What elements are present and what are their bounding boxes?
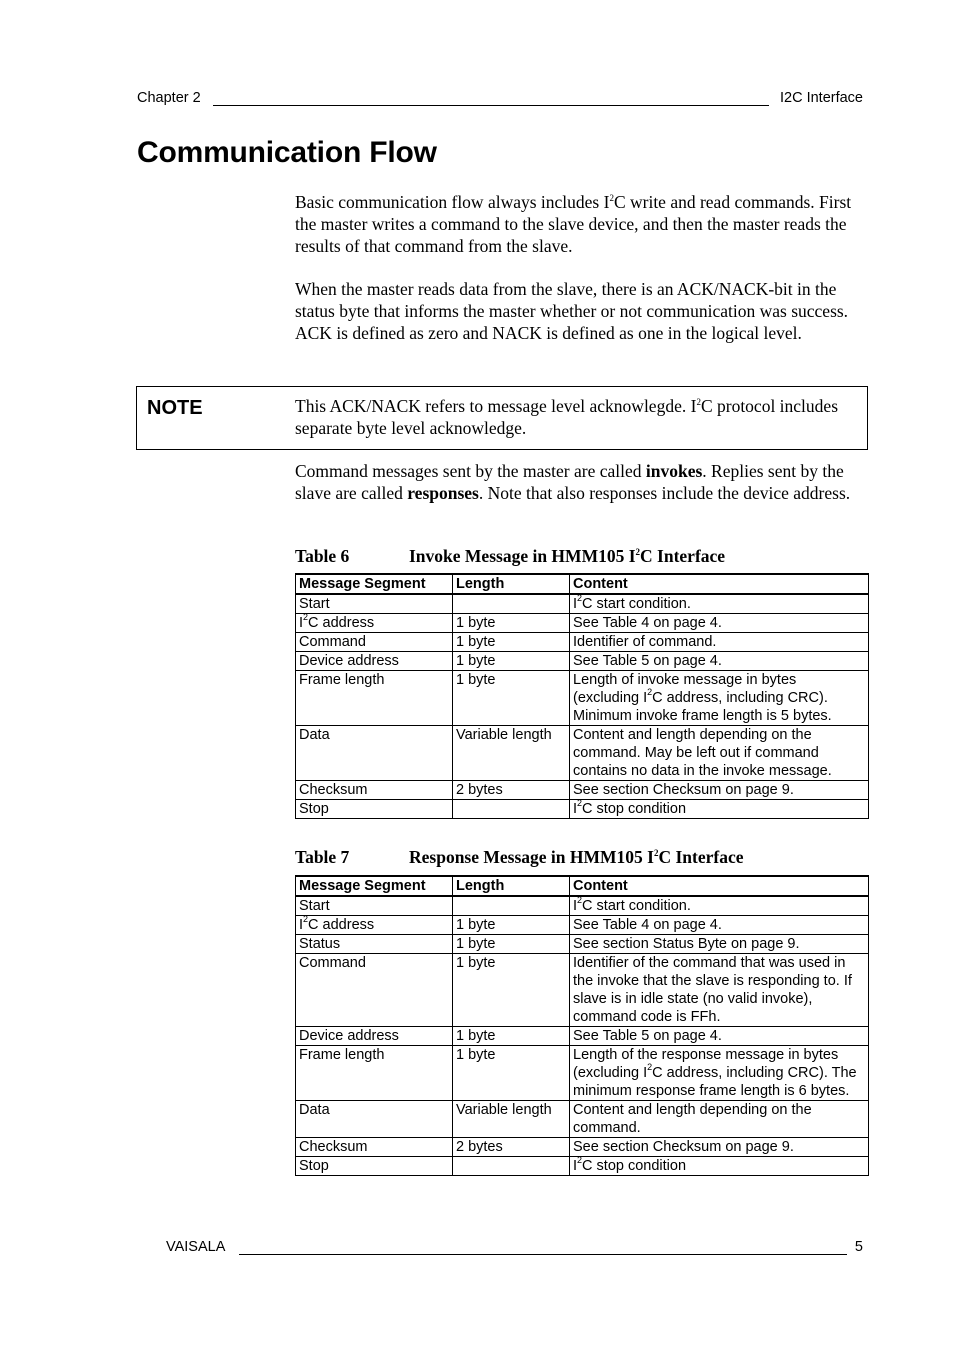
header-chapter: Chapter 2 bbox=[137, 90, 205, 106]
table-cell: Frame length bbox=[296, 1046, 453, 1101]
footer-rule bbox=[239, 1254, 847, 1255]
table-row bbox=[296, 935, 869, 954]
table-header-row bbox=[296, 876, 869, 896]
table7-caption: Table 7 Response Message in HMM105 $I^2C$ Interface bbox=[295, 847, 744, 867]
table-cell: See Table 5 on page 4. bbox=[570, 652, 869, 671]
table-cell: $I^2C$ stop condition bbox=[570, 800, 869, 819]
table-row bbox=[296, 781, 869, 800]
column-header: Message Segment bbox=[296, 876, 453, 896]
table-cell: See Table 5 on page 4. bbox=[570, 1027, 869, 1046]
table-cell: 1 byte bbox=[453, 916, 570, 935]
table-cell: $I^2C$ start condition. bbox=[570, 896, 869, 916]
table-row bbox=[296, 916, 869, 935]
table-row bbox=[296, 594, 869, 614]
header-rule bbox=[213, 105, 769, 106]
table-cell: Stop bbox=[296, 800, 453, 819]
table-cell: Frame length bbox=[296, 671, 453, 726]
column-header: Content bbox=[570, 574, 869, 594]
table-cell: Identifier of the command that was used in the invoke that the slave is responding to. If slave is in idle state (no valid invoke), command code is FFh. bbox=[570, 954, 869, 1027]
table6-caption: Table 6 Invoke Message in HMM105 $I^2C$ Interface bbox=[295, 546, 726, 566]
column-header: Length bbox=[453, 574, 570, 594]
table-cell bbox=[453, 896, 570, 916]
table-cell: $I^2C$ address bbox=[296, 916, 453, 935]
table-cell: 1 byte bbox=[453, 935, 570, 954]
table-cell: Start bbox=[296, 896, 453, 916]
table-cell: 1 byte bbox=[453, 954, 570, 1027]
table-cell: Start bbox=[296, 594, 453, 614]
table-cell: Device address bbox=[296, 652, 453, 671]
table-cell: $I^2C$ stop condition bbox=[570, 1157, 869, 1176]
column-header: Content bbox=[570, 876, 869, 896]
table-row bbox=[296, 954, 869, 1027]
table-cell: 1 byte bbox=[453, 652, 570, 671]
table-cell: See section Status Byte on page 9. bbox=[570, 935, 869, 954]
footer-page-number: 5 bbox=[854, 1239, 863, 1255]
footer-company: VAISALA bbox=[166, 1239, 226, 1255]
ack-paragraph: When the master reads data from the slave, there is an ACK/NACK-bit in the status byte that informs the master whether or not communication was success. ACK is defined as zero and NACK is defined as one in the logical level. bbox=[295, 279, 849, 343]
page-header bbox=[137, 90, 863, 110]
table-cell: See section Checksum on page 9. bbox=[570, 781, 869, 800]
table-row bbox=[296, 633, 869, 652]
note-text: This ACK/NACK refers to message level acknowlegde. $I^2C$ protocol includes separate byte level acknowledge. bbox=[295, 396, 838, 438]
table-cell: 1 byte bbox=[453, 1027, 570, 1046]
table-cell: Checksum bbox=[296, 1138, 453, 1157]
table-row bbox=[296, 652, 869, 671]
table-cell: Data bbox=[296, 726, 453, 781]
table-row bbox=[296, 800, 869, 819]
table-cell: Command bbox=[296, 633, 453, 652]
table-cell: See Table 4 on page 4. bbox=[570, 916, 869, 935]
table-cell: Content and length depending on the command. May be left out if command contains no data in the invoke message. bbox=[570, 726, 869, 781]
table-header-row bbox=[296, 574, 869, 594]
table-cell: Variable length bbox=[453, 1101, 570, 1138]
table-cell: $I^2C$ address bbox=[296, 614, 453, 633]
intro-paragraph: Basic communication flow always includes $I^2C$ write and read commands. First the master writes a command to the slave device, and then the master reads the results of that command from the slave. bbox=[295, 192, 852, 256]
table-cell: 1 byte bbox=[453, 633, 570, 652]
table-cell: Variable length bbox=[453, 726, 570, 781]
table-cell: 1 byte bbox=[453, 1046, 570, 1101]
invoke-message-table bbox=[295, 573, 869, 819]
table-cell: Length of invoke message in bytes (excluding $I^2C$ address, including CRC). Minimum invoke frame length is 5 bytes. bbox=[570, 671, 869, 726]
table-cell: Data bbox=[296, 1101, 453, 1138]
table-row bbox=[296, 896, 869, 916]
column-header: Message Segment bbox=[296, 574, 453, 594]
table-cell: Command bbox=[296, 954, 453, 1027]
response-message-table bbox=[295, 875, 869, 1176]
table-cell: 2 bytes bbox=[453, 1138, 570, 1157]
table-cell: See Table 4 on page 4. bbox=[570, 614, 869, 633]
table-row bbox=[296, 1138, 869, 1157]
table-cell: 1 byte bbox=[453, 671, 570, 726]
table-cell bbox=[453, 800, 570, 819]
table-cell: Length of the response message in bytes (excluding $I^2C$ address, including CRC). The minimum response frame length is 6 bytes. bbox=[570, 1046, 869, 1101]
table-cell bbox=[453, 594, 570, 614]
table-row bbox=[296, 1046, 869, 1101]
table-cell: Checksum bbox=[296, 781, 453, 800]
column-header: Length bbox=[453, 876, 570, 896]
table-cell: Status bbox=[296, 935, 453, 954]
table-row bbox=[296, 1101, 869, 1138]
table-row bbox=[296, 726, 869, 781]
note-label: NOTE bbox=[147, 397, 203, 419]
table-cell: Device address bbox=[296, 1027, 453, 1046]
table-cell: Identifier of command. bbox=[570, 633, 869, 652]
note-box bbox=[136, 386, 868, 450]
page-title: Communication Flow bbox=[137, 136, 437, 169]
table-cell: 1 byte bbox=[453, 614, 570, 633]
table-cell bbox=[453, 1157, 570, 1176]
table-row bbox=[296, 671, 869, 726]
invokes-paragraph: Command messages sent by the master are called invokes. Replies sent by the slave are called responses. Note that also responses include the device address. bbox=[295, 461, 851, 503]
table-cell: See section Checksum on page 9. bbox=[570, 1138, 869, 1157]
header-section: I2C Interface bbox=[777, 90, 863, 106]
table-cell: Content and length depending on the command. bbox=[570, 1101, 869, 1138]
table-row bbox=[296, 1027, 869, 1046]
table-cell: $I^2C$ start condition. bbox=[570, 594, 869, 614]
table-cell: Stop bbox=[296, 1157, 453, 1176]
table-row bbox=[296, 614, 869, 633]
table-row bbox=[296, 1157, 869, 1176]
table-cell: 2 bytes bbox=[453, 781, 570, 800]
page-footer bbox=[166, 1239, 863, 1259]
